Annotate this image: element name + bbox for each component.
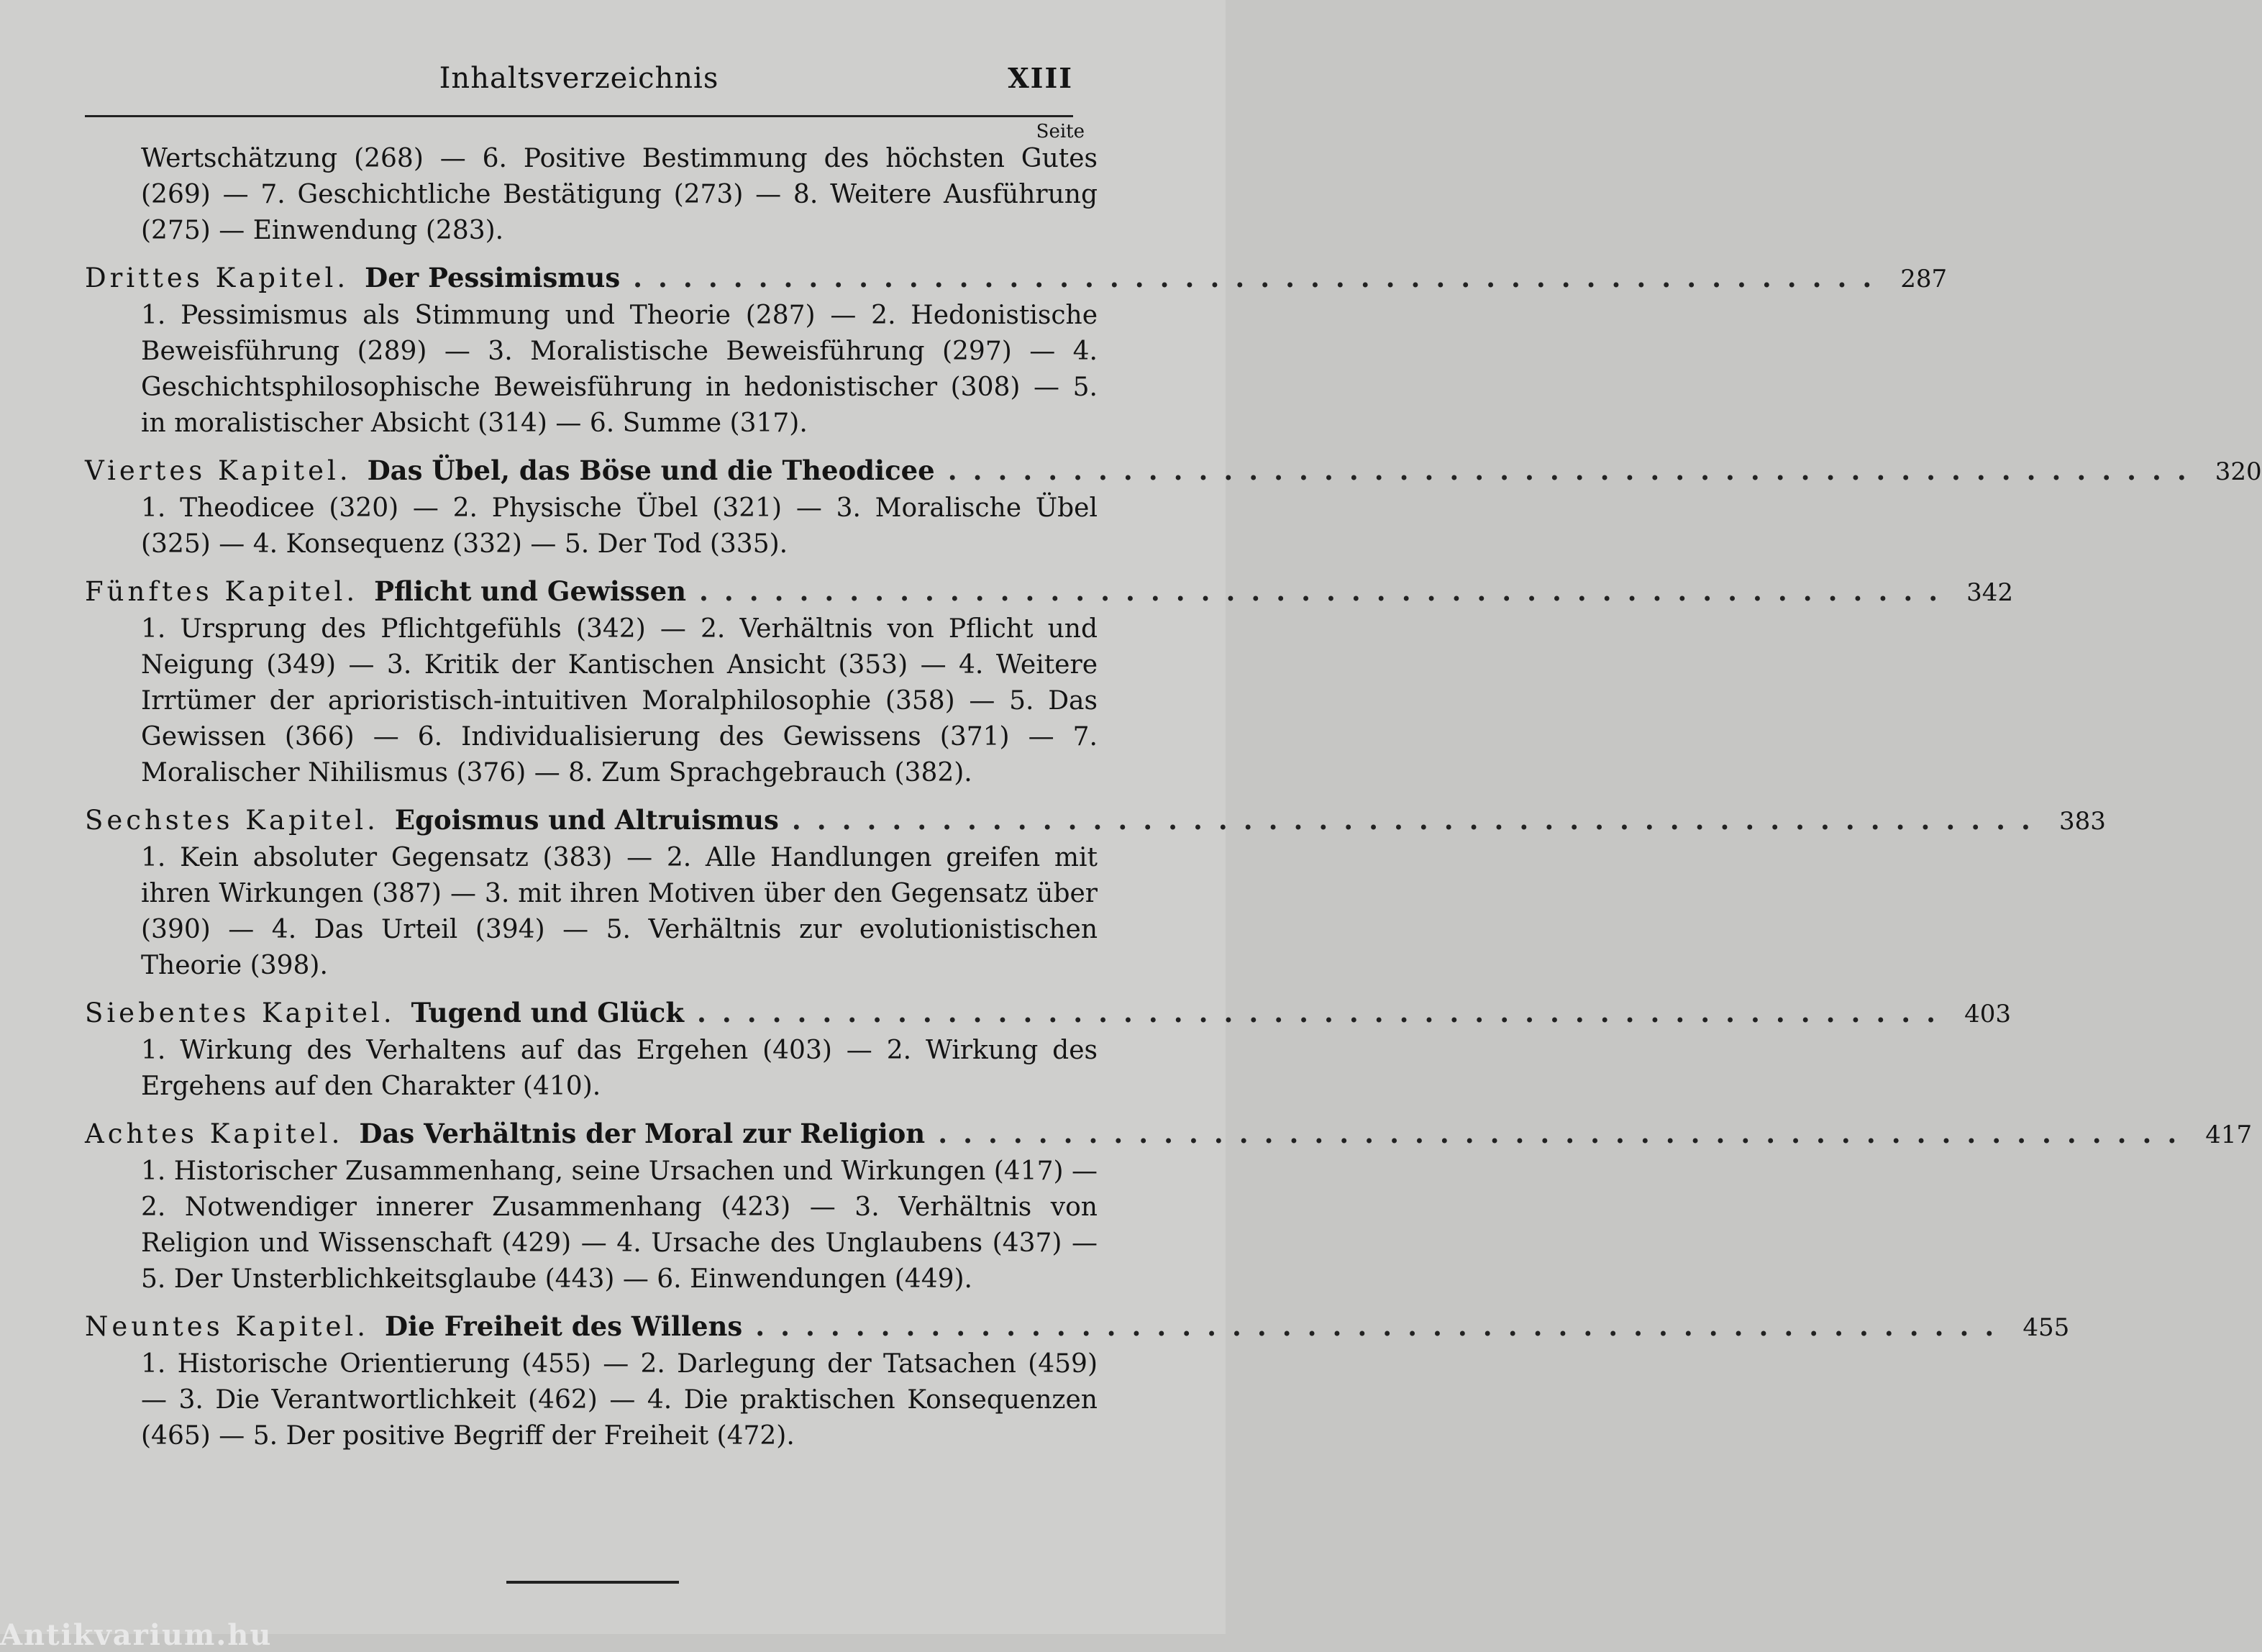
chapter-title: Pflicht und Gewissen — [374, 575, 687, 607]
entry-heading — [85, 452, 2262, 490]
entry-page-number: 417 — [2205, 1121, 2253, 1149]
toc-entry — [85, 259, 1948, 442]
entry-heading — [85, 259, 1948, 298]
toc-entry — [85, 994, 2011, 1105]
dot-leader: .................................................. — [696, 997, 1952, 1028]
toc-entry — [85, 452, 2262, 562]
page-number: XIII — [1008, 62, 1073, 94]
dot-leader: .................................................. — [938, 1118, 2193, 1149]
chapter-label: Sechstes Kapitel. — [85, 805, 379, 836]
watermark: Antikvarium.hu — [0, 1618, 273, 1652]
page-header — [85, 58, 1073, 108]
dot-leader: .................................................. — [947, 455, 2202, 486]
entry-heading — [85, 1115, 2253, 1154]
chapter-title: Das Verhältnis der Moral zur Religion — [359, 1118, 926, 1149]
toc-entry — [85, 801, 2106, 984]
chapter-label: Achtes Kapitel. — [85, 1118, 344, 1149]
entry-heading — [85, 801, 2106, 840]
chapter-label: Neuntes Kapitel. — [85, 1311, 370, 1342]
entry-page-number: 287 — [1900, 265, 1948, 293]
chapter-title: Die Freiheit des Willens — [385, 1310, 743, 1342]
chapter-label: Fünftes Kapitel. — [85, 576, 359, 607]
entry-heading — [85, 572, 2013, 611]
dot-leader: .................................................. — [633, 262, 1888, 293]
toc-entry — [85, 1308, 2070, 1454]
entry-summary: 1. Historische Orientierung (455) — 2. Darlegung der Tatsachen (459) — 3. Die Verantwortlichkeit (462) — 4. Die praktischen Konsequenzen (465) — 5. Der positive Begriff der Freiheit (472). — [141, 1349, 1098, 1451]
chapter-title: Das Übel, das Böse und die Theodicee — [367, 455, 935, 486]
table-of-contents — [85, 141, 2262, 1454]
entry-heading — [85, 994, 2011, 1033]
chapter-title: Der Pessimismus — [365, 262, 621, 293]
entry-page-number: 342 — [1966, 578, 2013, 607]
chapter-title: Egoismus und Altruismus — [394, 804, 779, 836]
entry-summary: 1. Wirkung des Verhaltens auf das Ergehen (403) — 2. Wirkung des Ergehens auf den Charakter (410). — [141, 1036, 1098, 1101]
entry-page-number: 455 — [2022, 1313, 2070, 1342]
entry-summary: 1. Pessimismus als Stimmung und Theorie (287) — 2. Hedonistische Beweisführung (289) — 3. Moralistische Beweisführung (297) — 4. Geschichtsphilosophische Beweisführung in hedonistischer (308) — 5. in moralistischer Absicht (314) — 6. Summe (317). — [141, 301, 1098, 438]
dot-leader: .................................................. — [791, 804, 2046, 836]
chapter-title: Tugend und Glück — [411, 997, 684, 1028]
entry-summary: 1. Historischer Zusammenhang, seine Ursachen und Wirkungen (417) — 2. Notwendiger innerer Zusammenhang (423) — 3. Verhältnis von Religion und Wissenschaft (429) — 4. Ursache des Unglaubens (437) — 5. Der Unsterblichkeitsglaube (443) — 6. Einwendungen (449). — [141, 1156, 1098, 1294]
dot-leader: .................................................. — [699, 575, 1954, 607]
chapter-label: Drittes Kapitel. — [85, 263, 350, 293]
page-column-label: Seite — [1036, 121, 1085, 142]
toc-entry — [85, 1115, 2253, 1297]
chapter-label: Siebentes Kapitel. — [85, 998, 396, 1028]
entry-summary: 1. Theodicee (320) — 2. Physische Übel (321) — 3. Moralische Übel (325) — 4. Konsequenz (332) — 5. Der Tod (335). — [141, 493, 1098, 559]
entry-page-number: 320 — [2215, 457, 2262, 486]
header-rule — [85, 115, 1073, 117]
running-title: Inhaltsverzeichnis — [439, 62, 719, 95]
toc-entry — [85, 572, 2013, 791]
entry-page-number: 403 — [1964, 1000, 2011, 1028]
dot-leader: .................................................. — [755, 1310, 2010, 1342]
footer-rule — [506, 1581, 679, 1584]
entry-summary: 1. Kein absoluter Gegensatz (383) — 2. Alle Handlungen greifen mit ihren Wirkungen (387) — 3. mit ihren Motiven über den Gegensatz über (390) — 4. Das Urteil (394) — 5. Verhältnis zur evolutionistischen Theorie (398). — [141, 843, 1098, 980]
entry-summary: 1. Ursprung des Pflichtgefühls (342) — 2. Verhältnis von Pflicht und Neigung (349) — 3. Kritik der Kantischen Ansicht (353) — 4. Weitere Irrtümer der aprioristisch-intuitiven Moralphilosophie (358) — 5. Das Gewissen (366) — 6. Individualisierung des Gewissens (371) — 7. Moralischer Nihilismus (376) — 8. Zum Sprachgebrauch (382). — [141, 614, 1098, 788]
entry-heading — [85, 1308, 2070, 1346]
continuation-text: Wertschätzung (268) — 6. Positive Bestimmung des höchsten Gutes (269) — 7. Geschichtliche Bestätigung (273) — 8. Weitere Ausführung (275) — Einwendung (283). — [141, 144, 1098, 245]
chapter-label: Viertes Kapitel. — [85, 455, 352, 486]
entry-page-number: 383 — [2058, 807, 2106, 836]
